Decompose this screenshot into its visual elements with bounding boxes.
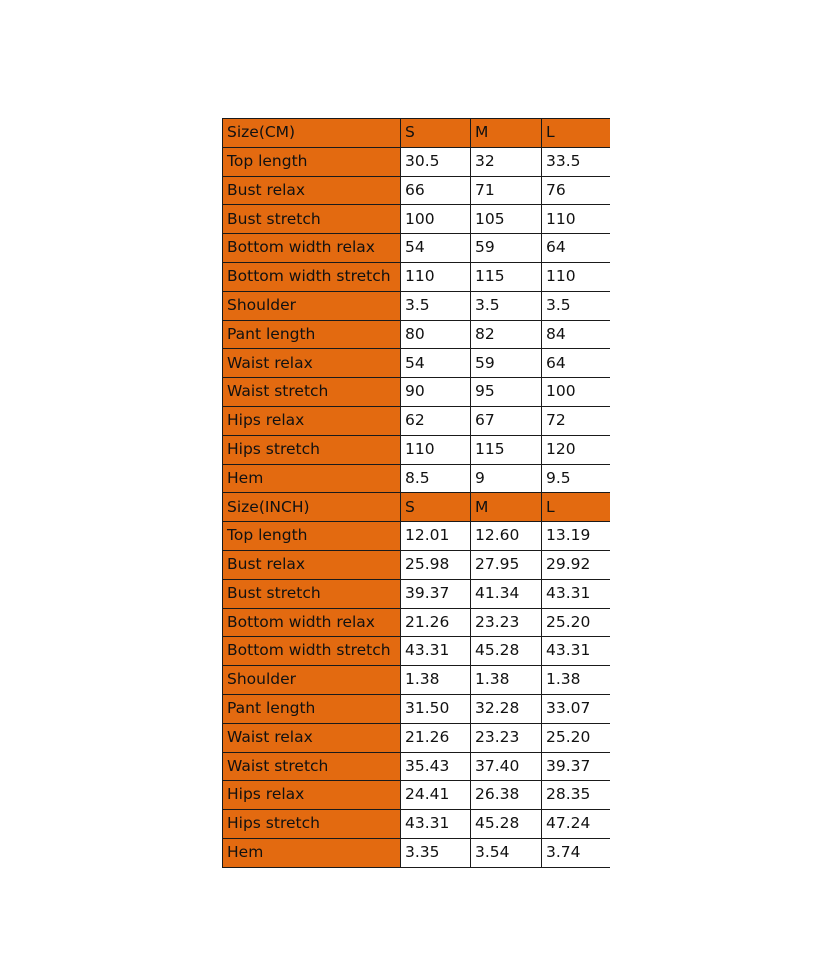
size-l-value: 110 xyxy=(542,262,610,291)
size-s-value: 30.5 xyxy=(401,147,471,176)
size-m-value: 59 xyxy=(471,349,542,378)
size-s-value: 54 xyxy=(401,349,471,378)
size-l-header-inch: L xyxy=(542,493,610,522)
size-s-value: 90 xyxy=(401,378,471,407)
size-s-value: 25.98 xyxy=(401,550,471,579)
table-row xyxy=(223,291,610,320)
size-s-value: 54 xyxy=(401,234,471,263)
size-m-value: 3.5 xyxy=(471,291,542,320)
measurement-label: Hips stretch xyxy=(223,435,401,464)
table-row xyxy=(223,838,610,867)
size-m-value: 1.38 xyxy=(471,666,542,695)
table-row xyxy=(223,435,610,464)
size-unit-header-inch: Size(INCH) xyxy=(223,493,401,522)
size-m-value: 95 xyxy=(471,378,542,407)
measurement-label: Waist stretch xyxy=(223,752,401,781)
size-l-value: 72 xyxy=(542,406,610,435)
measurement-label: Top length xyxy=(223,522,401,551)
size-s-value: 110 xyxy=(401,435,471,464)
size-m-value: 67 xyxy=(471,406,542,435)
size-m-value: 32 xyxy=(471,147,542,176)
size-s-value: 43.31 xyxy=(401,810,471,839)
size-s-value: 31.50 xyxy=(401,694,471,723)
size-m-value: 9 xyxy=(471,464,542,493)
size-m-value: 82 xyxy=(471,320,542,349)
size-l-value: 43.31 xyxy=(542,637,610,666)
measurement-label: Waist relax xyxy=(223,723,401,752)
size-l-value: 100 xyxy=(542,378,610,407)
measurement-label: Bottom width stretch xyxy=(223,637,401,666)
measurement-label: Waist relax xyxy=(223,349,401,378)
table-row xyxy=(223,234,610,263)
size-m-value: 115 xyxy=(471,262,542,291)
table-row xyxy=(223,349,610,378)
size-s-header-cm: S xyxy=(401,119,471,148)
size-l-value: 76 xyxy=(542,176,610,205)
size-l-value: 3.5 xyxy=(542,291,610,320)
size-s-value: 8.5 xyxy=(401,464,471,493)
measurement-label: Bust relax xyxy=(223,176,401,205)
size-m-value: 12.60 xyxy=(471,522,542,551)
measurement-label: Shoulder xyxy=(223,666,401,695)
size-m-header-cm: M xyxy=(471,119,542,148)
size-m-value: 45.28 xyxy=(471,637,542,666)
table-row xyxy=(223,176,610,205)
size-s-value: 80 xyxy=(401,320,471,349)
measurement-label: Pant length xyxy=(223,694,401,723)
size-m-value: 71 xyxy=(471,176,542,205)
size-l-value: 1.38 xyxy=(542,666,610,695)
measurement-label: Hips relax xyxy=(223,406,401,435)
size-s-header-inch: S xyxy=(401,493,471,522)
size-s-value: 21.26 xyxy=(401,608,471,637)
measurement-label: Bust stretch xyxy=(223,579,401,608)
size-m-value: 23.23 xyxy=(471,723,542,752)
size-s-value: 3.5 xyxy=(401,291,471,320)
table-row xyxy=(223,579,610,608)
measurement-label: Waist stretch xyxy=(223,378,401,407)
size-m-value: 105 xyxy=(471,205,542,234)
size-l-value: 25.20 xyxy=(542,608,610,637)
size-s-value: 62 xyxy=(401,406,471,435)
size-m-value: 23.23 xyxy=(471,608,542,637)
measurement-label: Hem xyxy=(223,464,401,493)
size-m-value: 26.38 xyxy=(471,781,542,810)
size-l-value: 39.37 xyxy=(542,752,610,781)
size-m-value: 41.34 xyxy=(471,579,542,608)
measurement-label: Bottom width relax xyxy=(223,234,401,263)
size-l-value: 25.20 xyxy=(542,723,610,752)
table-row xyxy=(223,752,610,781)
size-l-value: 3.74 xyxy=(542,838,610,867)
size-s-value: 35.43 xyxy=(401,752,471,781)
table-row xyxy=(223,810,610,839)
size-l-value: 110 xyxy=(542,205,610,234)
table-row xyxy=(223,320,610,349)
size-s-value: 110 xyxy=(401,262,471,291)
size-m-header-inch: M xyxy=(471,493,542,522)
table-row xyxy=(223,205,610,234)
measurement-label: Hips relax xyxy=(223,781,401,810)
size-l-value: 33.07 xyxy=(542,694,610,723)
size-l-value: 13.19 xyxy=(542,522,610,551)
size-m-value: 45.28 xyxy=(471,810,542,839)
size-l-value: 84 xyxy=(542,320,610,349)
table-row xyxy=(223,550,610,579)
table-row xyxy=(223,147,610,176)
size-l-value: 9.5 xyxy=(542,464,610,493)
size-m-value: 37.40 xyxy=(471,752,542,781)
table-row xyxy=(223,781,610,810)
size-m-value: 59 xyxy=(471,234,542,263)
measurement-label: Bust relax xyxy=(223,550,401,579)
size-l-value: 64 xyxy=(542,234,610,263)
table-row xyxy=(223,464,610,493)
table-row xyxy=(223,262,610,291)
size-l-value: 43.31 xyxy=(542,579,610,608)
measurement-label: Pant length xyxy=(223,320,401,349)
size-s-value: 66 xyxy=(401,176,471,205)
size-chart-table xyxy=(222,118,610,868)
size-s-value: 43.31 xyxy=(401,637,471,666)
measurement-label: Bust stretch xyxy=(223,205,401,234)
size-l-value: 120 xyxy=(542,435,610,464)
size-l-value: 64 xyxy=(542,349,610,378)
size-m-value: 32.28 xyxy=(471,694,542,723)
size-s-value: 21.26 xyxy=(401,723,471,752)
measurement-label: Top length xyxy=(223,147,401,176)
size-l-value: 28.35 xyxy=(542,781,610,810)
table-row xyxy=(223,608,610,637)
table-row xyxy=(223,378,610,407)
size-l-header-cm: L xyxy=(542,119,610,148)
table-row xyxy=(223,406,610,435)
size-unit-header-cm: Size(CM) xyxy=(223,119,401,148)
measurement-label: Bottom width relax xyxy=(223,608,401,637)
measurement-label: Bottom width stretch xyxy=(223,262,401,291)
size-s-value: 100 xyxy=(401,205,471,234)
size-m-value: 115 xyxy=(471,435,542,464)
table-row xyxy=(223,694,610,723)
header-row-inch xyxy=(223,493,610,522)
table-row xyxy=(223,723,610,752)
size-l-value: 47.24 xyxy=(542,810,610,839)
size-s-value: 39.37 xyxy=(401,579,471,608)
table-row xyxy=(223,637,610,666)
measurement-label: Hips stretch xyxy=(223,810,401,839)
size-l-value: 29.92 xyxy=(542,550,610,579)
header-row-cm xyxy=(223,119,610,148)
size-chart-body xyxy=(223,119,610,868)
measurement-label: Shoulder xyxy=(223,291,401,320)
size-s-value: 24.41 xyxy=(401,781,471,810)
size-s-value: 1.38 xyxy=(401,666,471,695)
size-s-value: 12.01 xyxy=(401,522,471,551)
table-row xyxy=(223,666,610,695)
size-m-value: 3.54 xyxy=(471,838,542,867)
size-s-value: 3.35 xyxy=(401,838,471,867)
measurement-label: Hem xyxy=(223,838,401,867)
size-l-value: 33.5 xyxy=(542,147,610,176)
size-m-value: 27.95 xyxy=(471,550,542,579)
table-row xyxy=(223,522,610,551)
